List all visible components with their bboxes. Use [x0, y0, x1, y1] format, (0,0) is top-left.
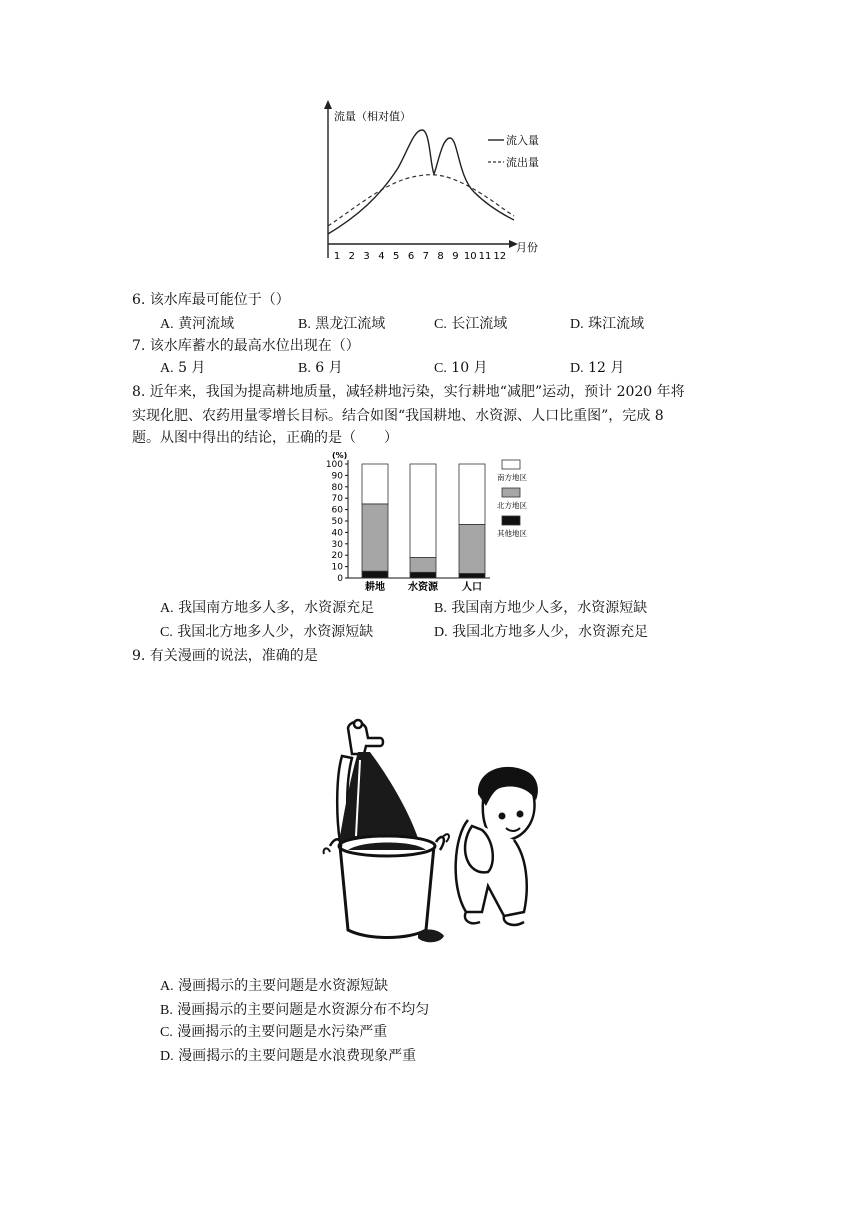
y-tick-label: 100 [325, 460, 343, 470]
q9-option-b[interactable]: B. 漫画揭示的主要问题是水资源分布不均匀 [160, 1002, 430, 1018]
bar-segment-1-1 [410, 557, 436, 572]
flow-chart-x-label: 月份 [516, 241, 538, 254]
legend-inflow-label: 流入量 [506, 134, 539, 147]
legend-outflow-label: 流出量 [506, 156, 539, 169]
y-tick-label: 10 [331, 562, 343, 573]
y-tick-label: 40 [331, 528, 343, 539]
flow-chart [318, 98, 548, 268]
q7-option-d[interactable]: D. 12 月 [570, 360, 625, 376]
category-label-0: 耕地 [365, 582, 385, 593]
bar-segment-1-0 [410, 572, 436, 578]
q8-option-d[interactable]: D. 我国北方地多人少，水资源充足 [434, 624, 649, 640]
q9-option-a[interactable]: A. 漫画揭示的主要问题是水资源短缺 [160, 978, 389, 994]
q7-option-b[interactable]: B. 6 月 [298, 360, 343, 376]
legend-swatch-0 [502, 516, 520, 525]
bar-segment-2-0 [459, 573, 485, 578]
q7-option-a[interactable]: A. 5 月 [160, 360, 206, 376]
y-tick-label: 90 [331, 471, 343, 482]
bar-segment-2-2 [459, 464, 485, 524]
month-tick-2: 2 [348, 251, 355, 262]
bar-segment-2-1 [459, 524, 485, 573]
y-tick-label: 20 [331, 551, 343, 562]
q8-option-b[interactable]: B. 我国南方地少人多，水资源短缺 [434, 600, 648, 616]
q8-option-a[interactable]: A. 我国南方地多人多，水资源充足 [160, 600, 375, 616]
y-tick-label: 0 [337, 574, 343, 584]
y-tick-label: 60 [331, 505, 343, 516]
month-tick-4: 4 [378, 251, 385, 262]
q9-stem: 9. 有关漫画的说法，准确的是 [132, 648, 318, 664]
legend-swatch-1 [502, 488, 520, 497]
y-tick-label: 80 [331, 482, 343, 493]
q9-option-d[interactable]: D. 漫画揭示的主要问题是水浪费现象严重 [160, 1048, 417, 1064]
outflow-line [328, 175, 514, 226]
puddle-icon [418, 930, 444, 943]
flow-chart-y-label: 流量（相对值） [334, 110, 411, 123]
legend-label-2: 南方地区 [497, 473, 527, 482]
q7-stem: 7. 该水库蓄水的最高水位出现在（） [132, 338, 360, 354]
y-tick-label: 70 [331, 494, 343, 505]
boy-figure [456, 767, 538, 925]
bar-segment-1-2 [410, 464, 436, 557]
land-water-population-chart [320, 450, 540, 594]
month-tick-10: 10 [463, 251, 477, 262]
q8-option-c[interactable]: C. 我国北方地多人少，水资源短缺 [160, 624, 374, 640]
inflow-line [328, 130, 514, 234]
month-tick-9: 9 [452, 251, 459, 262]
month-tick-1: 1 [333, 251, 341, 262]
bar-segment-0-0 [362, 571, 388, 578]
category-label-1: 水资源 [408, 582, 438, 593]
month-tick-6: 6 [407, 251, 415, 262]
q6-option-b[interactable]: B. 黑龙江流域 [298, 316, 386, 332]
q9-option-c[interactable]: C. 漫画揭示的主要问题是水污染严重 [160, 1024, 388, 1040]
legend-swatch-2 [502, 460, 520, 469]
q8-stem-line3: 题。从图中得出的结论，正确的是（ ） [132, 430, 398, 446]
bar-segment-0-2 [362, 464, 388, 504]
legend-label-0: 其他地区 [497, 529, 527, 538]
q8-stem-line1: 8. 近年来，我国为提高耕地质量，减轻耕地污染，实行耕地“减肥”运动，预计 2020 年将 [132, 384, 685, 400]
faucet-icon [348, 722, 383, 754]
month-tick-7: 7 [422, 251, 429, 262]
bar-segment-0-1 [362, 504, 388, 571]
month-tick-5: 5 [393, 251, 400, 262]
month-tick-labels [334, 251, 506, 262]
legend-label-1: 北方地区 [497, 501, 527, 510]
month-tick-8: 8 [437, 251, 444, 262]
month-tick-11: 11 [478, 251, 492, 262]
q7-option-c[interactable]: C. 10 月 [434, 360, 488, 376]
q8-stem-line2: 实现化肥、农药用量零增长目标。结合如图“我国耕地、水资源、人口比重图”，完成 8 [132, 408, 664, 424]
category-label-2: 人口 [462, 582, 482, 593]
q6-stem: 6. 该水库最可能位于（） [132, 292, 290, 308]
month-tick-12: 12 [493, 251, 507, 262]
y-tick-label: 30 [331, 539, 343, 550]
flow-chart-y-arrow [324, 100, 332, 109]
y-tick-label: 50 [331, 517, 343, 527]
q6-option-d[interactable]: D. 珠江流域 [570, 316, 645, 332]
bucket-icon [340, 846, 434, 938]
q6-option-a[interactable]: A. 黄河流域 [160, 316, 235, 332]
q6-option-c[interactable]: C. 长江流域 [434, 316, 508, 332]
water-waste-cartoon [318, 716, 544, 954]
y-axis-unit-label: (%) [332, 451, 348, 460]
month-tick-3: 3 [363, 251, 370, 262]
